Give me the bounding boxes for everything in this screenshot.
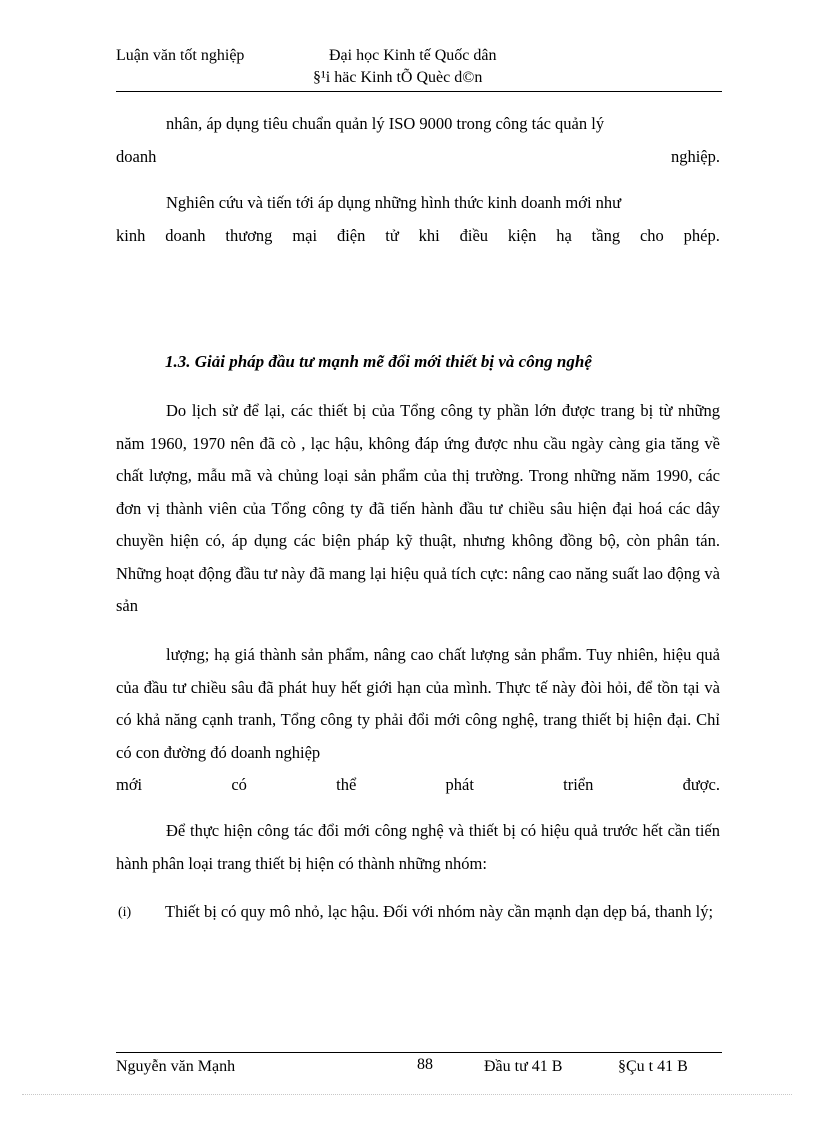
paragraph-4-word: phát — [445, 775, 474, 794]
paragraph-4-word: mới — [116, 775, 143, 794]
paragraph-2-word: tầng — [591, 225, 621, 245]
paragraph-2-word: thương — [225, 225, 273, 245]
paragraph-2-word: điện — [336, 225, 366, 245]
paragraph-1-line-1-text: nhân, áp dụng tiêu chuẩn quản lý ISO 9000 trong công tác quản lý — [166, 114, 605, 133]
paragraph-1 — [116, 108, 720, 173]
header-rule — [116, 91, 722, 92]
paragraph-2 — [116, 187, 720, 252]
paragraph-4 — [116, 639, 720, 802]
list-item-number: (i) — [118, 905, 132, 920]
paragraph-4-word: thể — [336, 775, 357, 794]
paragraph-2-line-2 — [116, 220, 720, 253]
paragraph-2-word: mại — [292, 225, 318, 245]
section-heading: 1.3. Giải pháp đầu tư mạnh mẽ đổi mới thiết bị và công nghệ — [165, 352, 592, 371]
header-university-name: Đại học Kinh tế Quốc dân — [329, 47, 497, 64]
paragraph-2-word: kiện — [507, 225, 537, 245]
paragraph-1-line-2 — [116, 141, 720, 174]
paragraph-2-word: phép. — [683, 225, 720, 245]
paragraph-4-text: lượng; hạ giá thành sản phẩm, nâng cao chất lượng sản phẩm. Tuy nhiên, hiệu quả của đầu tư chiều sâu đã phát huy hết giới hạn của mình. Thực tế này đòi hỏi, để tồn tại và có khả năng cạnh tranh, Tổng công ty phải đổi mới công nghệ, trang thiết bị hiện đại. Chỉ có con đường đó doanh nghiệp — [116, 645, 720, 762]
paragraph-2-word: kinh — [116, 225, 146, 245]
paragraph-4-word: có — [231, 775, 247, 794]
paragraph-2-line-1 — [116, 187, 720, 220]
header-university-name-legacy: §¹i häc Kinh tÕ Quèc d©n — [313, 69, 483, 86]
paragraph-2-word: điều — [459, 225, 489, 245]
footer-class: Đầu tư 41 B — [484, 1058, 563, 1075]
paragraph-1-word-b: nghiệp. — [670, 146, 720, 166]
footer-class-legacy: §Çu t 41 B — [618, 1058, 688, 1075]
footer-author: Nguyễn văn Mạnh — [116, 1058, 236, 1075]
paragraph-2-word: khi — [418, 225, 440, 245]
paragraph-2-word: tử — [385, 225, 399, 245]
paragraph-4-word: triển — [563, 775, 594, 794]
paragraph-1-line-1 — [116, 108, 720, 141]
paragraph-3 — [116, 395, 720, 623]
paragraph-5 — [116, 815, 720, 880]
paragraph-2-word: doanh — [165, 225, 206, 245]
paragraph-2-word: cho — [639, 225, 664, 245]
paragraph-1-word-a: doanh — [116, 146, 157, 166]
header-thesis-label: Luận văn tốt nghiệp — [116, 47, 245, 64]
footer-page-number: 88 — [417, 1056, 433, 1073]
paragraph-2-word: hạ — [556, 225, 572, 245]
list-item-text: Thiết bị có quy mô nhỏ, lạc hậu. Đối với nhóm này cần mạnh dạn dẹp bá, thanh lý; — [165, 902, 714, 921]
paragraph-4-last-line — [116, 769, 720, 802]
page-bottom-border — [22, 1094, 792, 1095]
paragraph-4-word: được. — [682, 775, 720, 794]
paragraph-5-text: Để thực hiện công tác đổi mới công nghệ và thiết bị có hiệu quả trước hết cần tiến hành phân loại trang thiết bị hiện có thành những nhóm: — [116, 821, 720, 873]
paragraph-3-text: Do lịch sử để lại, các thiết bị của Tổng công ty phần lớn được trang bị từ những năm 1960, 1970 nên đã cò , lạc hậu, không đáp ứng được nhu cầu ngày càng gia tăng về chất lượng, mẫu mã và chủng loại sản phẩm của thị trường. Trong những năm 1990, các đơn vị thành viên của Tổng công ty đã tiến hành đầu tư chiều sâu hiện đại hoá các dây chuyền hiện có, áp dụng các biện pháp kỹ thuật, nhưng không đồng bộ, còn phân tán. Những hoạt động đầu tư này đã mang lại hiệu quả tích cực: nâng cao năng suất lao động và sản — [116, 401, 720, 615]
paragraph-2-line-1-text: Nghiên cứu và tiến tới áp dụng những hình thức kinh doanh mới như — [166, 193, 622, 212]
footer-rule — [116, 1052, 722, 1053]
